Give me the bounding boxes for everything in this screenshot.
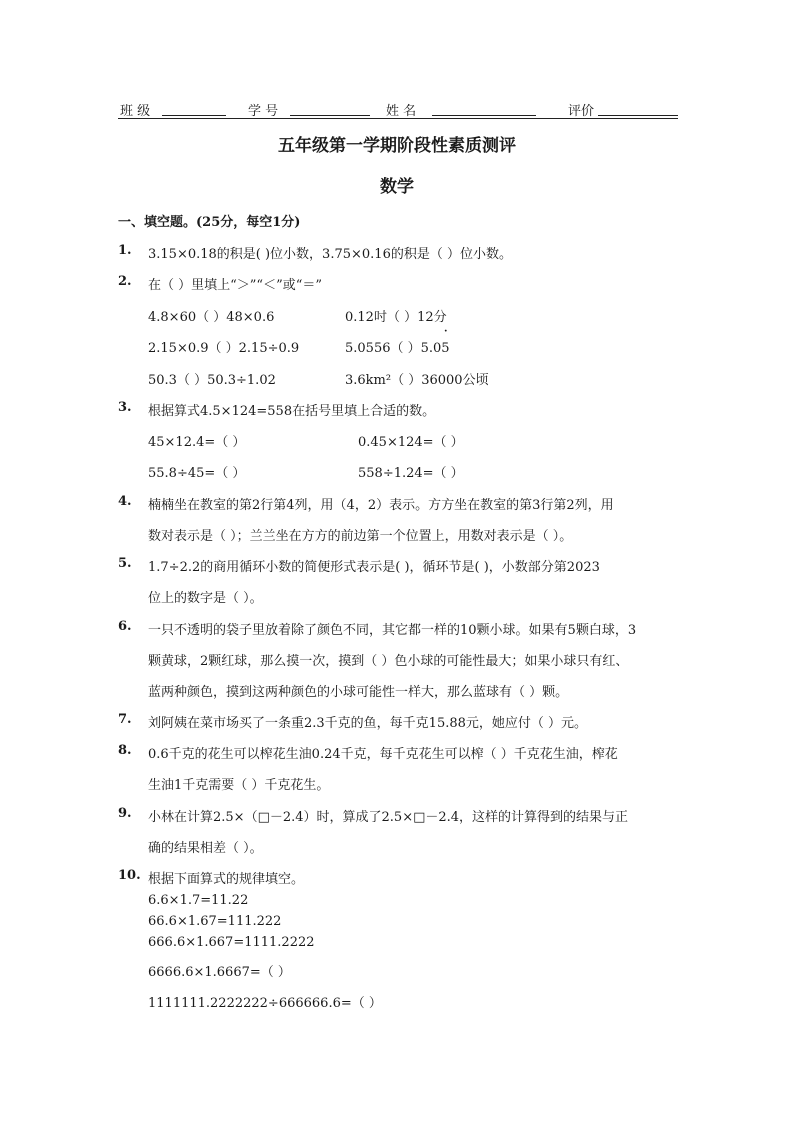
q2-text: 在（ ）里填上“＞”“＜”或“＝” xyxy=(148,278,323,293)
id-blank[interactable] xyxy=(290,102,370,116)
q5-text: 1.7÷2.2的商用循环小数的简便形式表示是( )，循环节是( )，小数部分第2023 xyxy=(148,560,600,575)
q6-text: 蓝两种颜色，摸到这两种颜色的小球可能性一样大，那么蓝球有（ ）颗。 xyxy=(148,685,569,700)
q10-item: 66.6×1.67=111.222 xyxy=(148,914,282,929)
id-label: 学 号 xyxy=(248,104,279,119)
q10-item: 6666.6×1.6667=（ ） xyxy=(148,965,291,980)
q2-item: 0.12吋（ ）12分 xyxy=(345,310,447,325)
q1-number: 1. xyxy=(118,243,132,258)
student-info-header xyxy=(118,100,678,119)
q2-item: 5.0556（ ）5.05 xyxy=(345,341,450,356)
q2-number: 2. xyxy=(118,274,132,289)
q6-number: 6. xyxy=(118,619,132,634)
q1-text: 3.15×0.18的积是( )位小数，3.75×0.16的积是（ ）位小数。 xyxy=(148,247,512,262)
q7-number: 7. xyxy=(118,712,132,727)
q8-text: 生油1千克需要（ ）千克花生。 xyxy=(148,778,330,793)
q5-number: 5. xyxy=(118,556,132,571)
q4-text: 楠楠坐在教室的第2行第4列，用（4，2）表示。方方坐在教室的第3行第2列，用 xyxy=(148,498,614,513)
q9-text: 确的结果相差（ ）。 xyxy=(148,841,263,856)
q2-item: 4.8×60（ ）48×0.6 xyxy=(148,310,275,325)
page-title: 五年级第一学期阶段性素质测评 xyxy=(278,136,516,156)
class-blank[interactable] xyxy=(162,102,226,116)
q2-item: 2.15×0.9（ ）2.15÷0.9 xyxy=(148,341,300,356)
section-heading: 一、填空题。(25分，每空1分) xyxy=(118,215,301,230)
q10-item: 1111111.2222222÷666666.6=（ ） xyxy=(148,996,382,1011)
q4-number: 4. xyxy=(118,494,132,509)
subject-title: 数学 xyxy=(380,177,414,197)
name-label: 姓 名 xyxy=(386,104,417,119)
q2-item: 3.6km²（ ）36000公顷 xyxy=(345,373,489,388)
q3-item: 45×12.4=（ ） xyxy=(148,435,246,450)
q3-item: 55.8÷45=（ ） xyxy=(148,466,246,481)
q9-number: 9. xyxy=(118,806,132,821)
repeating-dot: · xyxy=(444,326,448,337)
q7-text: 刘阿姨在菜市场买了一条重2.3千克的鱼，每千克15.88元，她应付（ ）元。 xyxy=(148,716,588,731)
q10-item: 666.6×1.667=1111.2222 xyxy=(148,935,315,950)
name-blank[interactable] xyxy=(432,102,536,116)
class-label: 班 级 xyxy=(120,104,151,119)
q4-text: 数对表示是（ ）；兰兰坐在方方的前边第一个位置上，用数对表示是（ ）。 xyxy=(148,529,573,544)
q10-number: 10. xyxy=(118,868,141,883)
q9-text: 小林在计算2.5×（□－2.4）时，算成了2.5×□－2.4，这样的计算得到的结果与正 xyxy=(148,810,629,825)
q8-text: 0.6千克的花生可以榨花生油0.24千克，每千克花生可以榨（ ）千克花生油，榨花 xyxy=(148,747,618,762)
q3-item: 0.45×124=（ ） xyxy=(358,435,464,450)
eval-label: 评价 xyxy=(568,104,595,119)
q6-text: 一只不透明的袋子里放着除了颜色不同，其它都一样的10颗小球。如果有5颗白球，3 xyxy=(148,623,637,638)
eval-blank[interactable] xyxy=(598,102,678,116)
q3-text: 根据算式4.5×124=558在括号里填上合适的数。 xyxy=(148,404,436,419)
q3-number: 3. xyxy=(118,400,132,415)
q10-item: 6.6×1.7=11.22 xyxy=(148,893,249,908)
q3-item: 558÷1.24=（ ） xyxy=(358,466,464,481)
q2-item: 50.3（ ）50.3÷1.02 xyxy=(148,373,276,388)
q6-text: 颗黄球，2颗红球，那么摸一次，摸到（ ）色小球的可能性最大；如果小球只有红、 xyxy=(148,654,629,669)
q10-text: 根据下面算式的规律填空。 xyxy=(148,872,305,887)
q5-text: 位上的数字是（ ）。 xyxy=(148,591,263,606)
q8-number: 8. xyxy=(118,743,132,758)
